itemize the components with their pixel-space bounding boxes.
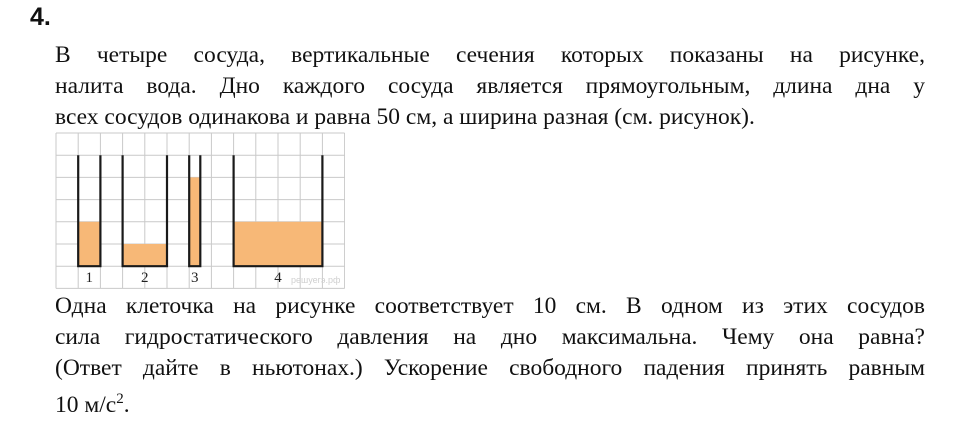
water-fill-vessel-4 xyxy=(234,222,323,266)
paragraph-2-line-1: Одна клеточка на рисунке соответствует 10 см. В одном из этих сосудов xyxy=(55,293,925,319)
vessel-label-3: 3 xyxy=(191,270,199,287)
watermark: решуегэ.рф xyxy=(291,275,341,285)
paragraph-1-line-1: В четыре сосуда, вертикальные сечения которых показаны на рисунке, xyxy=(55,42,925,68)
vessels-diagram xyxy=(55,132,345,291)
paragraph-2-line-3: (Ответ дайте в ньютонах.) Ускорение свободного падения принять равным xyxy=(55,355,925,381)
vessel-label-2: 2 xyxy=(141,270,149,287)
paragraph-1-line-3: всех сосудов одинакова и равна 50 см, а ширина разная (см. рисунок). xyxy=(55,104,755,130)
paragraph-1-line-2: налита вода. Дно каждого сосуда является прямоугольным, длина дна у xyxy=(55,73,925,99)
paragraph-2-line-2: сила гидростатического давления на дно максимальна. Чему она равна? xyxy=(55,324,925,350)
vessel-label-1: 1 xyxy=(85,270,94,287)
final-period: . xyxy=(123,391,130,418)
problem-paragraph-1 xyxy=(55,40,925,133)
paragraph-2-line-4 xyxy=(55,384,925,421)
vessel-label-4: 4 xyxy=(274,270,282,287)
water-fill-vessel-3 xyxy=(189,177,200,266)
exponent: 2 xyxy=(116,391,124,407)
problem-number: 4. xyxy=(30,3,51,31)
water-fill-vessel-1 xyxy=(78,222,100,266)
vessels-figure xyxy=(55,132,345,291)
problem-paragraph-2 xyxy=(55,291,925,421)
vessel-labels xyxy=(86,270,283,286)
acceleration-value: 10 м/с xyxy=(55,391,117,418)
water-fill-vessel-2 xyxy=(123,244,167,266)
